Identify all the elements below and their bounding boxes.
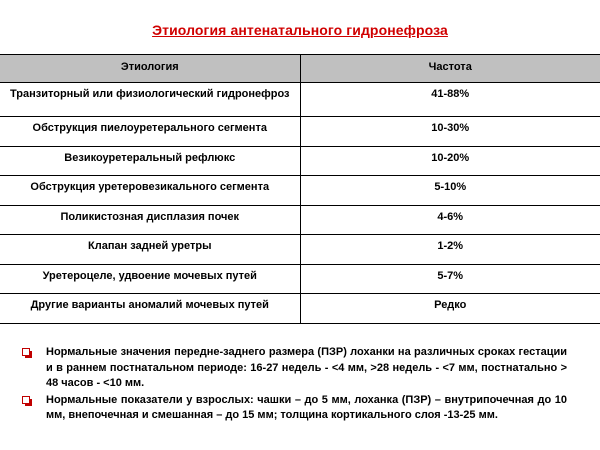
frequency-cell: 4-6% <box>300 205 600 235</box>
table-row <box>0 264 600 294</box>
etiology-cell: Уретероцеле, удвоение мочевых путей <box>0 264 300 294</box>
etiology-cell: Обструкция пиелоуретерального сегмента <box>0 117 300 147</box>
etiology-table <box>0 54 600 324</box>
note-text: Нормальные показатели у взрослых: чашки – до 5 мм, лоханка (ПЗР) – внутрипочечная до 10 мм, внепочечная и смешанная – до 15 мм; толщина кортикального слоя -13-25 мм. <box>46 393 567 421</box>
frequency-cell: 10-20% <box>300 146 600 176</box>
etiology-cell: Поликистозная дисплазия почек <box>0 205 300 235</box>
list-item <box>22 345 567 392</box>
etiology-cell: Другие варианты аномалий мочевых путей <box>0 294 300 324</box>
etiology-cell: Везикоуретеральный рефлюкс <box>0 146 300 176</box>
header-etiology: Этиология <box>0 55 300 83</box>
table-row <box>0 117 600 147</box>
frequency-cell: 41-88% <box>300 83 600 117</box>
table-row <box>0 146 600 176</box>
frequency-cell: 5-7% <box>300 264 600 294</box>
etiology-cell: Обструкция уретеровезикального сегмента <box>0 176 300 206</box>
table-row <box>0 176 600 206</box>
frequency-cell: Редко <box>300 294 600 324</box>
header-frequency: Частота <box>300 55 600 83</box>
table-row <box>0 294 600 324</box>
list-item <box>22 393 567 424</box>
frequency-cell: 1-2% <box>300 235 600 265</box>
slide-title: Этиология антенатального гидронефроза <box>152 22 448 38</box>
square-bullet-icon <box>22 348 30 356</box>
etiology-cell: Транзиторный или физиологический гидронефроз <box>0 83 300 117</box>
table-row <box>0 205 600 235</box>
frequency-cell: 10-30% <box>300 117 600 147</box>
note-text: Нормальные значения передне-заднего размера (ПЗР) лоханки на различных сроках гестации и в раннем постнатальном периоде: 16-27 недель - <4 мм, >28 недель - <7 мм, постнатально > 48 часов - <10 мм. <box>46 346 567 389</box>
etiology-cell: Клапан задней уретры <box>0 235 300 265</box>
notes-list <box>22 345 567 425</box>
etiology-table-container <box>0 54 600 324</box>
frequency-cell: 5-10% <box>300 176 600 206</box>
square-bullet-icon <box>22 396 30 404</box>
table-row <box>0 83 600 117</box>
table-row <box>0 235 600 265</box>
table-header-row <box>0 55 600 83</box>
